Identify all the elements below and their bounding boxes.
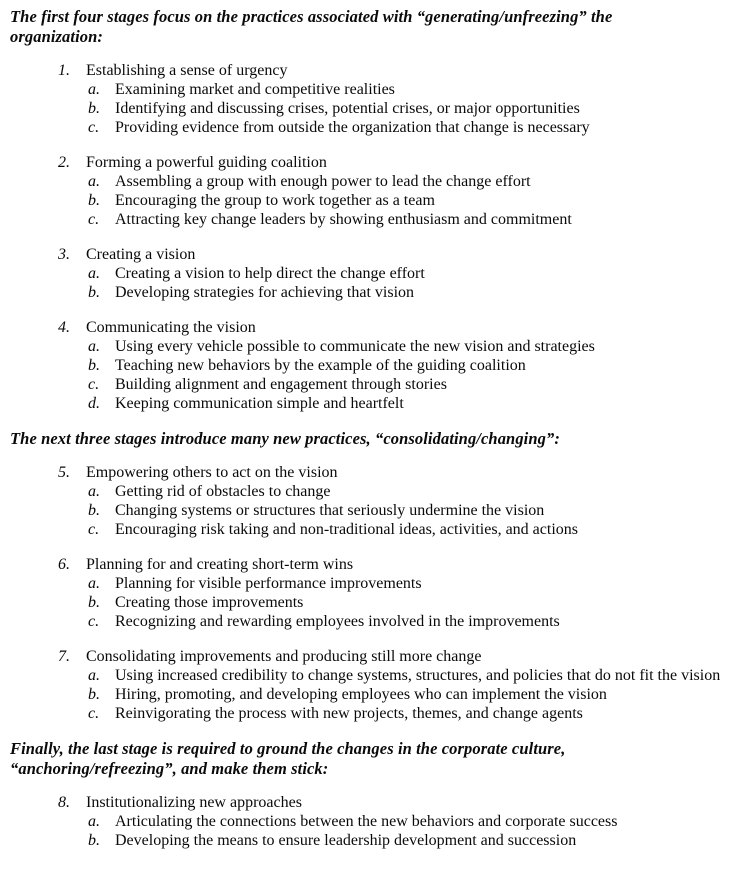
sub-item-letter: b. (88, 192, 100, 209)
sub-item (88, 574, 724, 593)
list-item-title: Consolidating improvements and producing still more change (86, 648, 482, 665)
sub-item-text: Providing evidence from outside the organization that change is necessary (115, 119, 590, 136)
sub-item-letter: c. (88, 705, 100, 722)
list-group (10, 153, 724, 229)
list-item-title: Planning for and creating short-term wins (86, 556, 354, 573)
sub-item-letter: a. (88, 81, 100, 98)
sub-item (88, 99, 724, 118)
sub-item-letter: a. (88, 813, 100, 830)
sub-item-text: Examining market and competitive realities (115, 81, 395, 98)
sub-item (88, 80, 724, 99)
sub-item-text: Hiring, promoting, and developing employees who can implement the vision (115, 686, 607, 703)
section-heading (10, 739, 724, 779)
sub-item-text: Keeping communication simple and heartfelt (115, 395, 404, 412)
list-item-number: 1. (58, 62, 70, 79)
sub-item-text: Building alignment and engagement through stories (115, 376, 447, 393)
sub-item-text: Articulating the connections between the new behaviors and corporate success (115, 813, 618, 830)
list-item (58, 61, 724, 80)
sub-item-text: Developing the means to ensure leadership development and succession (115, 832, 577, 849)
sub-item (88, 356, 724, 375)
list-item-number: 8. (58, 794, 70, 811)
sub-item-text: Changing systems or structures that seriously undermine the vision (115, 502, 545, 519)
sub-item-letter: a. (88, 265, 100, 282)
sub-item (88, 191, 724, 210)
list-group (10, 318, 724, 413)
sub-item-text: Identifying and discussing crises, potential crises, or major opportunities (115, 100, 580, 117)
sub-item-letter: a. (88, 667, 100, 684)
sub-item-letter: b. (88, 594, 100, 611)
sub-item-letter: b. (88, 502, 100, 519)
sub-item-letter: c. (88, 119, 100, 136)
list-item-number: 5. (58, 464, 70, 481)
sub-item-text: Teaching new behaviors by the example of the guiding coalition (115, 357, 526, 374)
list-item-number: 7. (58, 648, 70, 665)
sub-item-letter: a. (88, 483, 100, 500)
list-item (58, 793, 724, 812)
sub-item-letter: a. (88, 338, 100, 355)
sub-item-text: Attracting key change leaders by showing enthusiasm and commitment (115, 211, 572, 228)
sub-item-text: Encouraging risk taking and non-traditional ideas, activities, and actions (115, 521, 578, 538)
list-group (10, 793, 724, 850)
sub-item-text: Creating those improvements (115, 594, 304, 611)
list-item (58, 647, 724, 666)
list-item-title: Communicating the vision (86, 319, 256, 336)
sub-item-letter: b. (88, 832, 100, 849)
sub-item (88, 210, 724, 229)
sub-item (88, 264, 724, 283)
list-item (58, 245, 724, 264)
sub-item-text: Assembling a group with enough power to lead the change effort (115, 173, 531, 190)
list-item-number: 2. (58, 154, 70, 171)
sub-item-letter: d. (88, 395, 100, 412)
section-heading-line: The next three stages introduce many new practices, “consolidating/changing”: (10, 429, 560, 448)
sub-item-text: Planning for visible performance improvements (115, 575, 422, 592)
sub-item-text: Using increased credibility to change systems, structures, and policies that do not fit the vision (115, 667, 721, 684)
list-group (10, 463, 724, 539)
sub-item-text: Reinvigorating the process with new projects, themes, and change agents (115, 705, 583, 722)
document-body (10, 7, 724, 850)
sub-item (88, 593, 724, 612)
sub-item-letter: b. (88, 357, 100, 374)
section-heading-line: “anchoring/refreezing”, and make them stick: (10, 759, 329, 778)
list-group (10, 61, 724, 137)
section-heading-line: Finally, the last stage is required to ground the changes in the corporate culture, (10, 739, 566, 758)
list-item-title: Institutionalizing new approaches (86, 794, 302, 811)
sub-item-letter: c. (88, 613, 100, 630)
sub-item-letter: b. (88, 100, 100, 117)
list-item-title: Establishing a sense of urgency (86, 62, 288, 79)
sub-item (88, 520, 724, 539)
sub-item-text: Creating a vision to help direct the change effort (115, 265, 425, 282)
list-group (10, 555, 724, 631)
section-heading (10, 429, 724, 449)
sub-item (88, 118, 724, 137)
sub-item (88, 394, 724, 413)
list-item (58, 555, 724, 574)
list-item-number: 3. (58, 246, 70, 263)
list-item-number: 6. (58, 556, 70, 573)
list-group (10, 647, 724, 723)
sub-item-letter: a. (88, 173, 100, 190)
sub-item-letter: c. (88, 376, 100, 393)
list-item (58, 463, 724, 482)
sub-item (88, 172, 724, 191)
sub-item (88, 612, 724, 631)
list-item (58, 318, 724, 337)
sub-item-letter: c. (88, 211, 100, 228)
section-heading-line: The first four stages focus on the practices associated with “generating/unfreezing” the (10, 7, 613, 26)
sub-item (88, 812, 724, 831)
sub-item (88, 831, 724, 850)
section-heading-line: organization: (10, 27, 103, 46)
sub-item-letter: a. (88, 575, 100, 592)
sub-item-letter: b. (88, 284, 100, 301)
list-item-title: Empowering others to act on the vision (86, 464, 338, 481)
sub-item (88, 337, 724, 356)
list-group (10, 245, 724, 302)
list-item (58, 153, 724, 172)
sub-item (88, 704, 724, 723)
list-item-number: 4. (58, 319, 70, 336)
list-item-title: Creating a vision (86, 246, 196, 263)
list-item-title: Forming a powerful guiding coalition (86, 154, 327, 171)
sub-item-text: Encouraging the group to work together as a team (115, 192, 435, 209)
sub-item-text: Developing strategies for achieving that vision (115, 284, 415, 301)
sub-item-text: Recognizing and rewarding employees involved in the improvements (115, 613, 560, 630)
sub-item (88, 685, 724, 704)
sub-item (88, 666, 724, 685)
sub-item-letter: c. (88, 521, 100, 538)
sub-item-text: Getting rid of obstacles to change (115, 483, 331, 500)
sub-item (88, 501, 724, 520)
sub-item-text: Using every vehicle possible to communicate the new vision and strategies (115, 338, 595, 355)
section-heading (10, 7, 724, 47)
sub-item (88, 283, 724, 302)
sub-item (88, 482, 724, 501)
sub-item-letter: b. (88, 686, 100, 703)
sub-item (88, 375, 724, 394)
